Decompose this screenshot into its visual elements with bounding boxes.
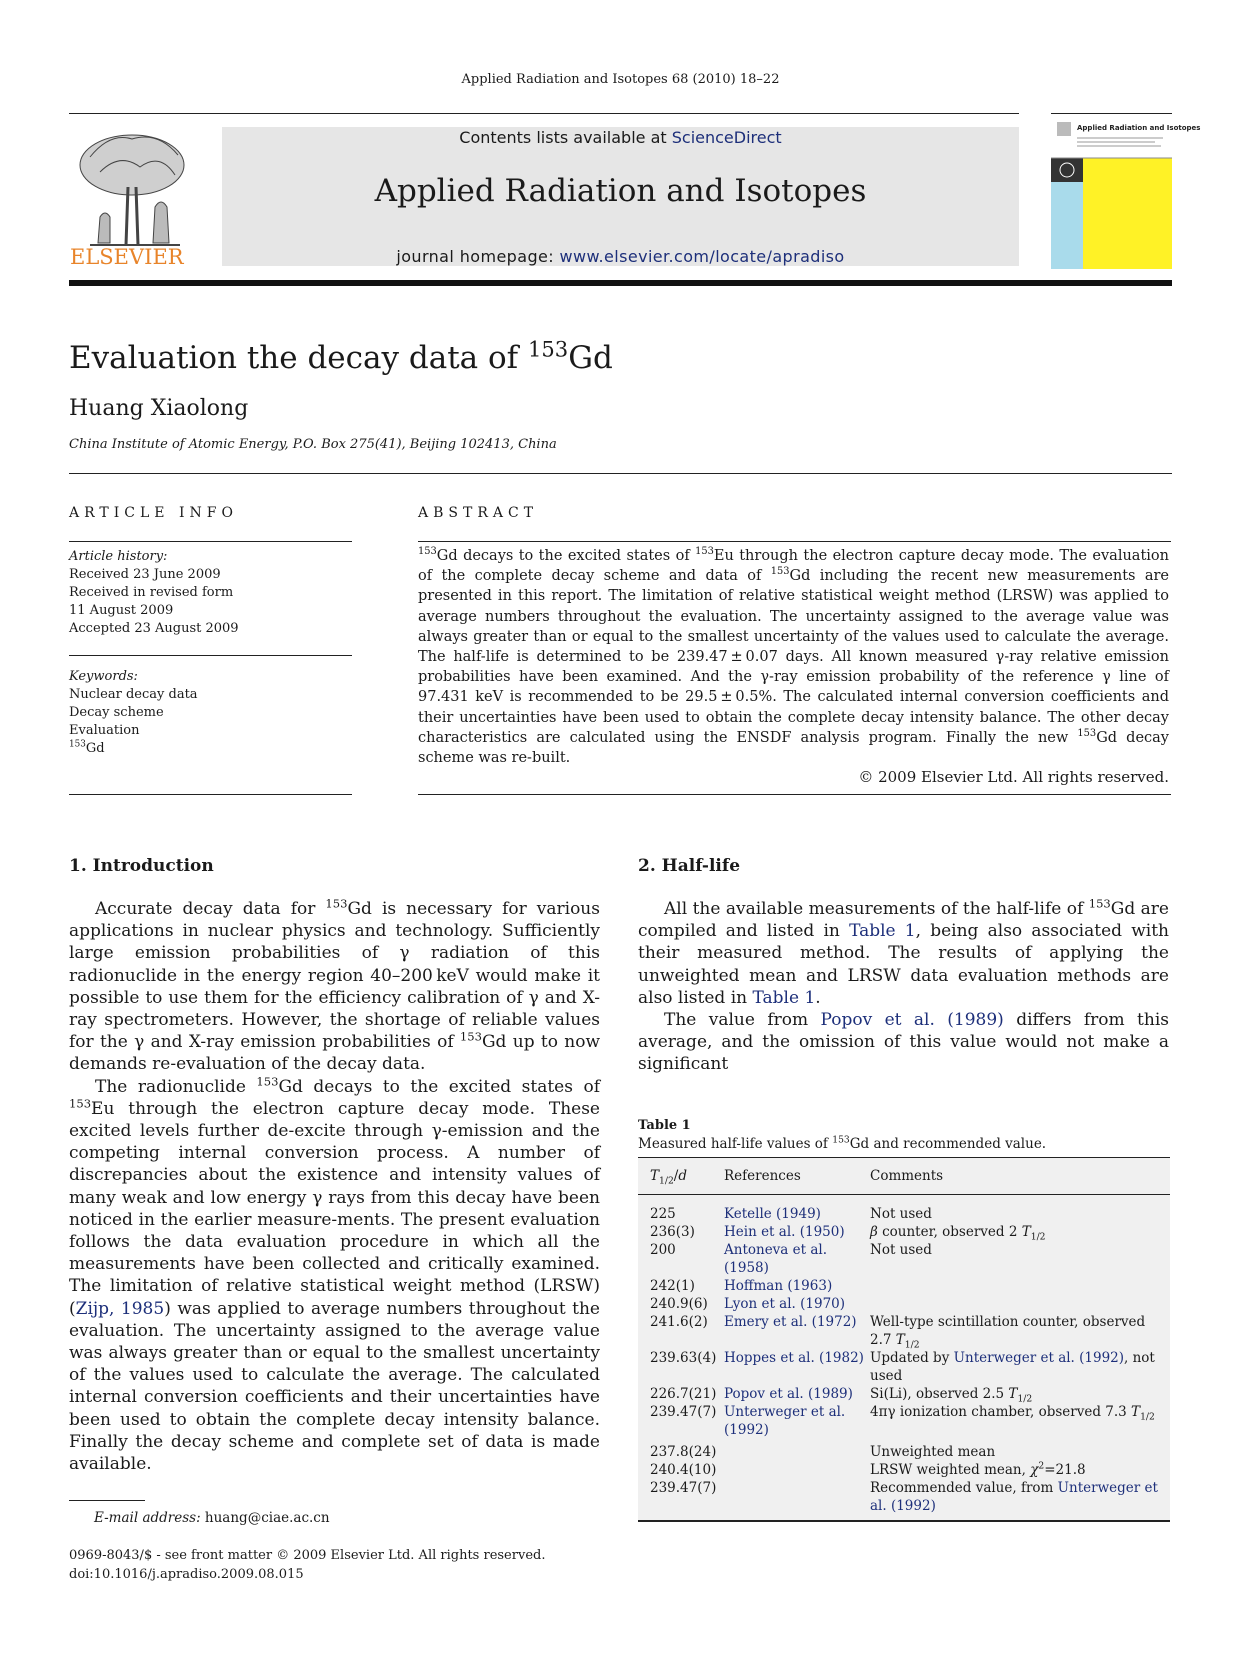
received-date: Received 23 June 2009: [69, 567, 221, 582]
article-info-rule: [69, 541, 352, 542]
contents-line: [222, 128, 1019, 147]
keyword-mass: 153: [69, 739, 86, 750]
affiliation: China Institute of Atomic Energy, P.O. Box 275(41), Beijing 102413, China: [69, 437, 557, 452]
keyword-symbol: Gd: [85, 741, 105, 756]
table-caption: Measured half-life values of $^{153}$Gd and recommended value.: [638, 1134, 1047, 1152]
keyword: Decay scheme: [69, 705, 164, 720]
halflife-paragraph-2: The value from Popov et al. (1989) differs from this average, and the omission of this value would not make a significant: [638, 1010, 1170, 1075]
history-label: Article history:: [69, 549, 168, 564]
keyword: [69, 740, 198, 758]
title-mass-number: 153: [527, 336, 569, 362]
col-header-references: References: [724, 1168, 801, 1184]
table-ref-link[interactable]: Table 1: [752, 987, 816, 1008]
keyword: Nuclear decay data: [69, 687, 198, 702]
halflife-paragraph-1: All the available measurements of the half-life of $^{153}$Gd are compiled and listed in Table 1, being also associated with their measured method. The results of applying the unweighted mean and LRSW data evaluation methods are also listed in Table 1.: [638, 896, 1169, 1008]
table-ref-link[interactable]: Table 1: [849, 921, 916, 942]
col-header-comments: Comments: [870, 1168, 944, 1184]
table-row: 241.6(2) Emery et al. (1972) Well-type scintillation counter, observed 2.7 $T_{1/2}$: [650, 1314, 1146, 1351]
doi-line[interactable]: doi:10.1016/j.apradiso.2009.08.015: [69, 1567, 304, 1582]
abstract-bottom-rule: [418, 794, 1171, 795]
table-label: Table 1: [638, 1118, 691, 1133]
half-life-table: [638, 1158, 1170, 1515]
citation-link[interactable]: Antoneva et al. (1958): [724, 1242, 828, 1276]
col-header-half-life: $T_{1/2}/d$: [650, 1168, 687, 1187]
cover-top-rule: [1051, 113, 1172, 114]
table-row: 225 Ketelle (1949) Not used: [650, 1206, 932, 1222]
citation-link[interactable]: Hein et al. (1950): [724, 1224, 845, 1240]
introduction-body: [69, 898, 600, 1475]
contents-prefix: Contents lists available at: [459, 128, 672, 147]
intro-paragraph-2: The radionuclide $^{153}$Gd decays to the excited states of $^{153}$Eu through the electron capture decay mode. These excited levels further de-excite through γ-emission and the competing internal conversion process. A number of discrepancies about the existence and intensity values of many weak and low energy γ rays from this decay have been noticed in the earlier measure-ments. The present evaluation follows the data evaluation procedure in which all the measurements have been collected and critically examined. The limitation of relative statistical weight method (LRSW) (Zijp, 1985) was applied to average numbers throughout the evaluation. The uncertainty assigned to the average value was always greater than or equal to the smallest uncertainty of the values used to calculate the average. The calculated internal conversion coefficients and their uncertainties have been used to obtain the complete decay intensity balance. Finally the decay scheme and complete set of data is made available.: [69, 1073, 600, 1475]
table-row: 239.63(4) Hoppes et al. (1982) Updated by Unterweger et al. (1992), not used: [650, 1350, 1155, 1384]
revised-label: Received in revised form: [69, 585, 234, 600]
cover-logo-icon: [1057, 122, 1071, 136]
sciencedirect-link[interactable]: ScienceDirect: [671, 128, 782, 147]
email-link[interactable]: huang@ciae.ac.cn: [204, 1510, 330, 1526]
table-row: 236(3) Hein et al. (1950) β counter, observed 2 $T_{1/2}$: [650, 1224, 1046, 1243]
citation-link[interactable]: Unterweger et al. (1992): [870, 1480, 1158, 1514]
masthead-top-rule: [69, 113, 1019, 114]
accepted-date: Accepted 23 August 2009: [69, 621, 239, 636]
table-header-row: [638, 1158, 1170, 1195]
keyword: Evaluation: [69, 723, 140, 738]
citation-link[interactable]: Hoffman (1963): [724, 1278, 833, 1294]
email-footnote: [94, 1510, 330, 1526]
abstract-text: $^{153}$Gd decays to the excited states of $^{153}$Eu through the electron capture decay mode. The evaluation of the complete decay scheme and data of $^{153}$Gd including the recent new measurements are presented in this report. The limitation of relative statistical weight method (LRSW) was applied to average numbers throughout the evaluation. The uncertainty assigned to the average value was always greater than or equal to the smallest uncertainty of the values used to calculate the average. The half-life is determined to be 239.47 ± 0.07 days. All known measured γ-ray relative emission probabilities have been examined. And the γ-ray emission probability of the reference γ line of 97.431 keV is recommended to be 29.5 ± 0.5%. The calculated internal conversion coefficients and their uncertainties have been used to obtain the complete decay intensity balance. The other decay characteristics are calculated using the ENSDF analysis program. Finally the new $^{153}$Gd decay scheme was re-built.: [418, 546, 1170, 767]
caption-suffix: Gd and recommended value.: [849, 1136, 1047, 1152]
table-bottom-rule: [638, 1520, 1170, 1522]
keywords: [69, 668, 198, 758]
title-symbol: Gd: [568, 340, 613, 376]
front-matter-line: 0969-8043/$ - see front matter © 2009 Elsevier Ltd. All rights reserved.: [69, 1548, 546, 1563]
citation-link[interactable]: Unterweger et al. (1992): [724, 1404, 846, 1438]
citation-link[interactable]: Popov et al. (1989): [724, 1386, 853, 1402]
abstract-heading: ABSTRACT: [418, 505, 539, 521]
journal-title: Applied Radiation and Isotopes: [374, 173, 867, 209]
cover-title: Applied Radiation and Isotopes: [1077, 124, 1201, 132]
masthead-bottom-rule: [69, 280, 1172, 286]
article-info-heading: ARTICLE INFO: [69, 505, 238, 521]
citation-link[interactable]: Zijp, 1985: [75, 1298, 165, 1319]
citation-link[interactable]: Lyon et al. (1970): [724, 1296, 846, 1312]
citation-link[interactable]: Popov et al. (1989): [820, 1010, 1004, 1031]
half-life-table-box: [638, 1158, 1170, 1520]
table-row: 239.47(7) Recommended value, from Unterweger et al. (1992): [650, 1480, 1158, 1514]
elsevier-logo[interactable]: [70, 127, 198, 267]
table-row: 239.47(7) Unterweger et al. (1992) 4πγ ionization chamber, observed 7.3 $T_{1/2}$: [650, 1404, 1155, 1438]
journal-cover-thumbnail[interactable]: [1051, 118, 1201, 269]
footnote-rule: [69, 1500, 145, 1501]
intro-paragraph-1: Accurate decay data for $^{153}$Gd is necessary for various applications in nuclear physics and technology. Sufficiently large emission probabilities of γ radiation of this radionuclide in the energy region 40–200 keV would make it possible to use them for the efficiency calibration of γ and X-ray spectrometers. However, the shortage of reliable values for the γ and X-ray emission probabilities of $^{153}$Gd up to now demands re-evaluation of the decay data.: [69, 896, 600, 1075]
section-heading-half-life: 2. Half-life: [638, 856, 741, 876]
article-history: [69, 548, 239, 638]
front-matter: [69, 1546, 545, 1584]
table-row: 240.4(10) LRSW weighted mean, $\chi^2=21.8$: [650, 1460, 1086, 1478]
revised-date: 11 August 2009: [69, 603, 174, 618]
table-row: 242(1) Hoffman (1963): [650, 1278, 833, 1294]
half-life-body: [638, 898, 1169, 1076]
email-label: E-mail address:: [94, 1510, 201, 1526]
article-info-bottom-rule: [69, 794, 352, 795]
citation-link[interactable]: Hoppes et al. (1982): [724, 1350, 864, 1366]
abstract-rule: [418, 541, 1171, 542]
running-head: Applied Radiation and Isotopes 68 (2010) 18–22: [461, 72, 780, 87]
elsevier-tree-icon: [70, 127, 198, 267]
article-title: [69, 336, 613, 376]
elsevier-wordmark: ELSEVIER: [70, 245, 184, 269]
table-row: 200 Antoneva et al. (1958) Not used: [650, 1242, 932, 1276]
keywords-rule: [69, 655, 352, 656]
caption-prefix: Measured half-life values of: [638, 1136, 833, 1152]
journal-homepage-link[interactable]: www.elsevier.com/locate/apradiso: [559, 247, 845, 266]
citation-link[interactable]: Unterweger et al. (1992): [953, 1350, 1125, 1366]
table-row: 226.7(21) Popov et al. (1989) Si(Li), observed 2.5 $T_{1/2}$: [650, 1386, 1033, 1405]
title-bottom-rule: [69, 473, 1172, 474]
table-row: 240.9(6) Lyon et al. (1970): [650, 1296, 846, 1312]
masthead: [222, 127, 1019, 266]
citation-link[interactable]: Ketelle (1949): [724, 1206, 821, 1222]
homepage-prefix: journal homepage:: [396, 247, 560, 266]
homepage-line: [222, 247, 1019, 266]
author-name[interactable]: Huang Xiaolong: [69, 396, 249, 421]
abstract-copyright: © 2009 Elsevier Ltd. All rights reserved.: [858, 768, 1169, 786]
keywords-label: Keywords:: [69, 669, 138, 684]
table-row: 237.8(24) Unweighted mean: [650, 1444, 996, 1460]
section-heading-introduction: 1. Introduction: [69, 856, 214, 876]
title-prefix: Evaluation the decay data of: [69, 340, 528, 376]
citation-link[interactable]: Emery et al. (1972): [724, 1314, 857, 1330]
